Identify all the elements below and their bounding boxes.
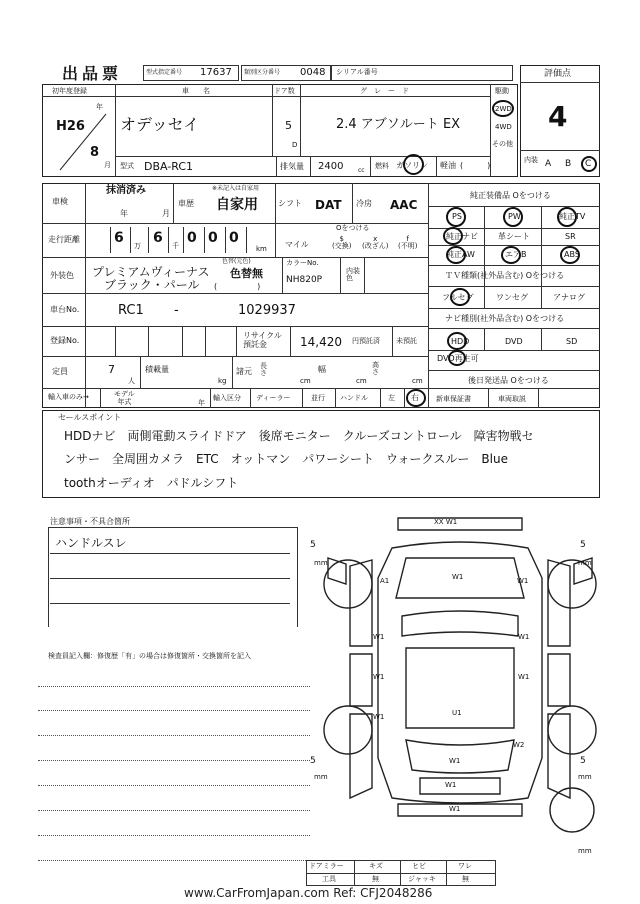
- light-oil-label: 軽油: [440, 161, 456, 170]
- mileage-digit-3: 0: [187, 230, 197, 246]
- width-label: 幅: [318, 365, 326, 374]
- inspection-year: 年: [120, 209, 128, 218]
- doors-label: ドア数: [274, 87, 295, 95]
- interior-grade-c: C: [585, 159, 592, 169]
- tread-rl-unit: mm: [314, 773, 328, 781]
- mark-hood: W1: [452, 573, 464, 581]
- navi-dvd: DVD: [505, 337, 523, 346]
- mileage-label: 走行距離: [48, 235, 80, 244]
- model-label: 型式: [120, 162, 134, 170]
- color-label: 外装色: [50, 271, 74, 280]
- interior-circle: [581, 156, 597, 172]
- int-color-label: 内装色: [346, 267, 360, 282]
- unknown-label: f (不明): [398, 235, 418, 250]
- footer-header-mirror: ドアミラー: [309, 862, 344, 870]
- footer-tools-value: 無: [372, 875, 379, 883]
- mark-a1: A1: [380, 577, 390, 585]
- chassis-label: 車台No.: [50, 305, 80, 314]
- mark-u1: U1: [452, 709, 462, 717]
- model-spec-label: 型式指定番号: [146, 69, 183, 76]
- first-reg-month: 8: [90, 145, 100, 160]
- fuel-value: ガソリン: [396, 161, 428, 170]
- mark-rear-bumper: W1: [445, 781, 457, 789]
- tv-fullseg: フルセグ: [442, 293, 474, 302]
- shift-label: シフト: [278, 199, 302, 208]
- handle-label: ハンドル: [340, 394, 368, 402]
- sales-point-line-1: HDDナビ 両側電動スライドドア 後席モニター クルーズコントロール 障害物戦セ: [64, 429, 534, 443]
- interior-grade-b: B: [565, 159, 572, 169]
- import-label: 輸入車のみ→: [48, 393, 89, 401]
- tread-fl-unit: mm: [314, 559, 328, 567]
- navi-hdd-circle: [447, 332, 470, 350]
- model-year-unit: 年: [198, 399, 205, 407]
- import-note: ※未記入は自家用: [212, 185, 260, 192]
- tv-analog: アナログ: [553, 293, 585, 302]
- recycle-value: 14,420: [300, 335, 342, 349]
- model-spec-value: 17637: [200, 67, 232, 78]
- tread-fr: 5: [580, 540, 586, 550]
- opt-abs-circle: [560, 246, 580, 264]
- history-value: 自家用: [216, 197, 258, 213]
- chassis-number: 1029937: [238, 303, 296, 318]
- inspector-label: 検査員記入欄：修復歴「有」の場合は修復箇所・交換箇所を記入: [48, 652, 251, 660]
- chassis-dash: -: [174, 303, 179, 318]
- sen-unit: 千: [172, 242, 179, 250]
- mark-left-rear: W1: [373, 713, 385, 721]
- tv-title: ＴＶ種類(社外品含む) Oをつける: [445, 271, 565, 280]
- mark-front-bumper: XX W1: [434, 518, 458, 526]
- load-label: 積載量: [145, 365, 169, 374]
- opt-navi-circle: [443, 227, 463, 245]
- ac-label: 冷房: [356, 199, 372, 208]
- drive-other: その他: [492, 140, 513, 148]
- left-option: 左: [388, 394, 395, 402]
- model-value: DBA-RC1: [144, 160, 194, 173]
- opt-airbag: エアB: [505, 250, 527, 259]
- opt-tv-circle: [557, 207, 577, 227]
- tread-fl: 5: [310, 540, 316, 550]
- shift-value: DAT: [315, 198, 342, 212]
- capacity-value: 7: [108, 363, 115, 376]
- first-reg-label: 初年度登録: [52, 87, 87, 95]
- fuel-label: 燃料: [375, 162, 389, 170]
- tread-fr-unit: mm: [578, 559, 592, 567]
- length-cm: cm: [300, 377, 311, 385]
- chassis-prefix: RC1: [118, 303, 144, 318]
- capacity-unit: 人: [128, 377, 135, 385]
- navi-dvd-circle: [448, 350, 466, 366]
- interior-grade-a: A: [545, 159, 552, 169]
- parallel-option: 並行: [311, 394, 325, 402]
- reg-label: 登録No.: [50, 336, 80, 345]
- tread-rl: 5: [310, 756, 316, 766]
- inspection-value: 抹消済み: [106, 185, 146, 196]
- opt-abs: ABS: [564, 250, 580, 259]
- car-name-label: 車 名: [182, 87, 210, 95]
- recycle-unit: 円預託済: [352, 337, 380, 345]
- color-paren: ( ): [214, 282, 261, 291]
- retro-title: 後日発送品 Oをつける: [468, 376, 549, 385]
- watermark: www.CarFromJapan.com Ref: CFJ2048286: [184, 886, 433, 900]
- doors-value: 5: [285, 119, 292, 132]
- footer-jack-label: ジャッキ: [408, 875, 436, 883]
- opt-pw-circle: [503, 207, 523, 227]
- history-label: 車歴: [178, 199, 194, 208]
- drive-2wd-circle: [492, 100, 514, 117]
- rating-value: 4: [548, 100, 568, 133]
- footer-header-scratch: キズ: [369, 862, 383, 870]
- size-label: 諸元: [236, 367, 252, 376]
- fuel-circle: [403, 154, 424, 175]
- drive-2wd: 2WD: [495, 105, 512, 113]
- sales-point-line-2: ンサー 全周囲カメラ ETC オットマン パワーシート ウォークスルー Blue: [64, 452, 508, 466]
- color-value-2: ブラック・パール: [104, 278, 200, 292]
- height-label: 高さ: [372, 361, 379, 376]
- mark-right-door-2: W1: [518, 673, 530, 681]
- mileage-check-label: Oをつける: [336, 224, 370, 232]
- rating-label: 評価点: [544, 69, 572, 79]
- opt-ps-circle: [446, 207, 466, 227]
- ac-value: AAC: [390, 198, 418, 212]
- sales-point-line-3: toothオーディオ パドルシフト: [64, 476, 239, 490]
- inspection-label: 車検: [52, 197, 68, 206]
- opt-airbag-circle: [501, 246, 521, 264]
- tv-fullseg-circle: [450, 288, 470, 306]
- length-label: 長さ: [260, 362, 267, 377]
- dealer-option: ディーラー: [256, 394, 291, 402]
- displacement-value: 2400: [318, 161, 344, 172]
- footer-tools-label: 工具: [322, 875, 336, 883]
- doors-suffix: D: [292, 141, 298, 149]
- grade-value: 2.4 アブソルート EX: [336, 117, 461, 132]
- mark-right-door: W1: [518, 633, 530, 641]
- year-label: 年: [96, 103, 103, 111]
- color-no-value: NH820P: [286, 275, 323, 285]
- mileage-digit-5: 0: [229, 230, 239, 246]
- notes-label: 注意事項・不具合箇所: [50, 517, 130, 526]
- model-year-label: モデル 年式: [114, 390, 135, 406]
- opt-pw: PW: [508, 212, 521, 221]
- color-value-1: プレミアムヴィーナス: [92, 265, 210, 279]
- tv-oneseg: ワンセグ: [496, 293, 528, 302]
- mark-rear-bumper-2: W1: [449, 805, 461, 813]
- month-label: 月: [104, 161, 111, 169]
- exchange-label: $ (交換): [332, 235, 352, 250]
- navi-title: ナビ種別(社外品含む) Oをつける: [445, 314, 565, 323]
- opt-aw-circle: [446, 246, 466, 264]
- opt-navi: 純正ナビ: [446, 232, 478, 241]
- footer-jack-value: 無: [462, 875, 469, 883]
- navi-sd: SD: [566, 337, 578, 346]
- notes-line-1: ハンドルスレ: [55, 536, 127, 550]
- retro-warranty: 新車保証書: [436, 395, 471, 403]
- opt-ps: PS: [452, 212, 462, 221]
- mark-left-door: W1: [373, 633, 385, 641]
- capacity-label: 定員: [52, 367, 68, 376]
- tread-rr-unit: mm: [578, 773, 592, 781]
- drive-label: 駆動: [495, 87, 509, 95]
- footer-header-crack: ヒビ: [412, 862, 426, 870]
- mileage-digit-1: 6: [114, 230, 124, 246]
- serial-label: シリアル番号: [336, 68, 378, 76]
- car-name: オデッセイ: [120, 115, 200, 134]
- width-cm: cm: [356, 377, 367, 385]
- grade-label: グ レ ー ド: [360, 87, 409, 95]
- mile-label: マイル: [285, 240, 309, 249]
- retro-manual: 車両取説: [498, 395, 526, 403]
- man-unit: 万: [134, 242, 141, 250]
- spare-unit: mm: [578, 847, 592, 855]
- footer-header-break: ワレ: [458, 862, 472, 870]
- mileage-digit-4: 0: [208, 230, 218, 246]
- opt-tv: 純正TV: [559, 212, 586, 221]
- color-no-label: カラーNo.: [286, 259, 319, 267]
- recycle-unpaid: 未預託: [396, 337, 417, 345]
- import-type-label: 輸入区分: [213, 394, 241, 402]
- form-title: 出品票: [62, 64, 123, 83]
- load-unit: kg: [218, 377, 227, 385]
- recycle-label: リサイクル 預託金: [243, 331, 282, 349]
- right-circle: [406, 389, 426, 407]
- fuel-paren: ( ): [460, 161, 491, 170]
- first-reg-era: H26: [56, 119, 85, 134]
- km-unit: km: [256, 245, 267, 253]
- mark-rear-panel: W1: [449, 757, 461, 765]
- tread-rr: 5: [580, 756, 586, 766]
- displacement-label: 排気量: [280, 162, 304, 171]
- class-code-value: 0048: [300, 67, 326, 78]
- color-change: 色替無: [230, 267, 263, 280]
- navi-hdd: HDD: [451, 337, 470, 346]
- mileage-digit-2: 6: [153, 230, 163, 246]
- mark-w2: W2: [513, 741, 525, 749]
- opt-sr: SR: [565, 232, 576, 241]
- inspection-month: 月: [162, 209, 170, 218]
- drive-4wd: 4WD: [495, 123, 512, 131]
- class-code-label: 類別区分番号: [244, 69, 281, 76]
- original-color-label: 色替(元色): [222, 258, 251, 265]
- opt-leather: 革シート: [498, 232, 530, 241]
- tamper-label: x (改ざん): [362, 235, 389, 250]
- navi-dvd-play: DVD再生可: [437, 354, 479, 363]
- mark-left-door-2: W1: [373, 673, 385, 681]
- opt-aw: 純正AW: [446, 250, 475, 259]
- right-option: 右: [411, 393, 419, 402]
- genuine-title: 純正装備品 Oをつける: [470, 191, 551, 200]
- cc-unit: cc: [358, 167, 365, 174]
- mark-right-front: W1: [517, 577, 529, 585]
- interior-label: 内装: [524, 156, 538, 164]
- height-cm: cm: [412, 377, 423, 385]
- sales-point-label: セールスポイント: [58, 413, 122, 422]
